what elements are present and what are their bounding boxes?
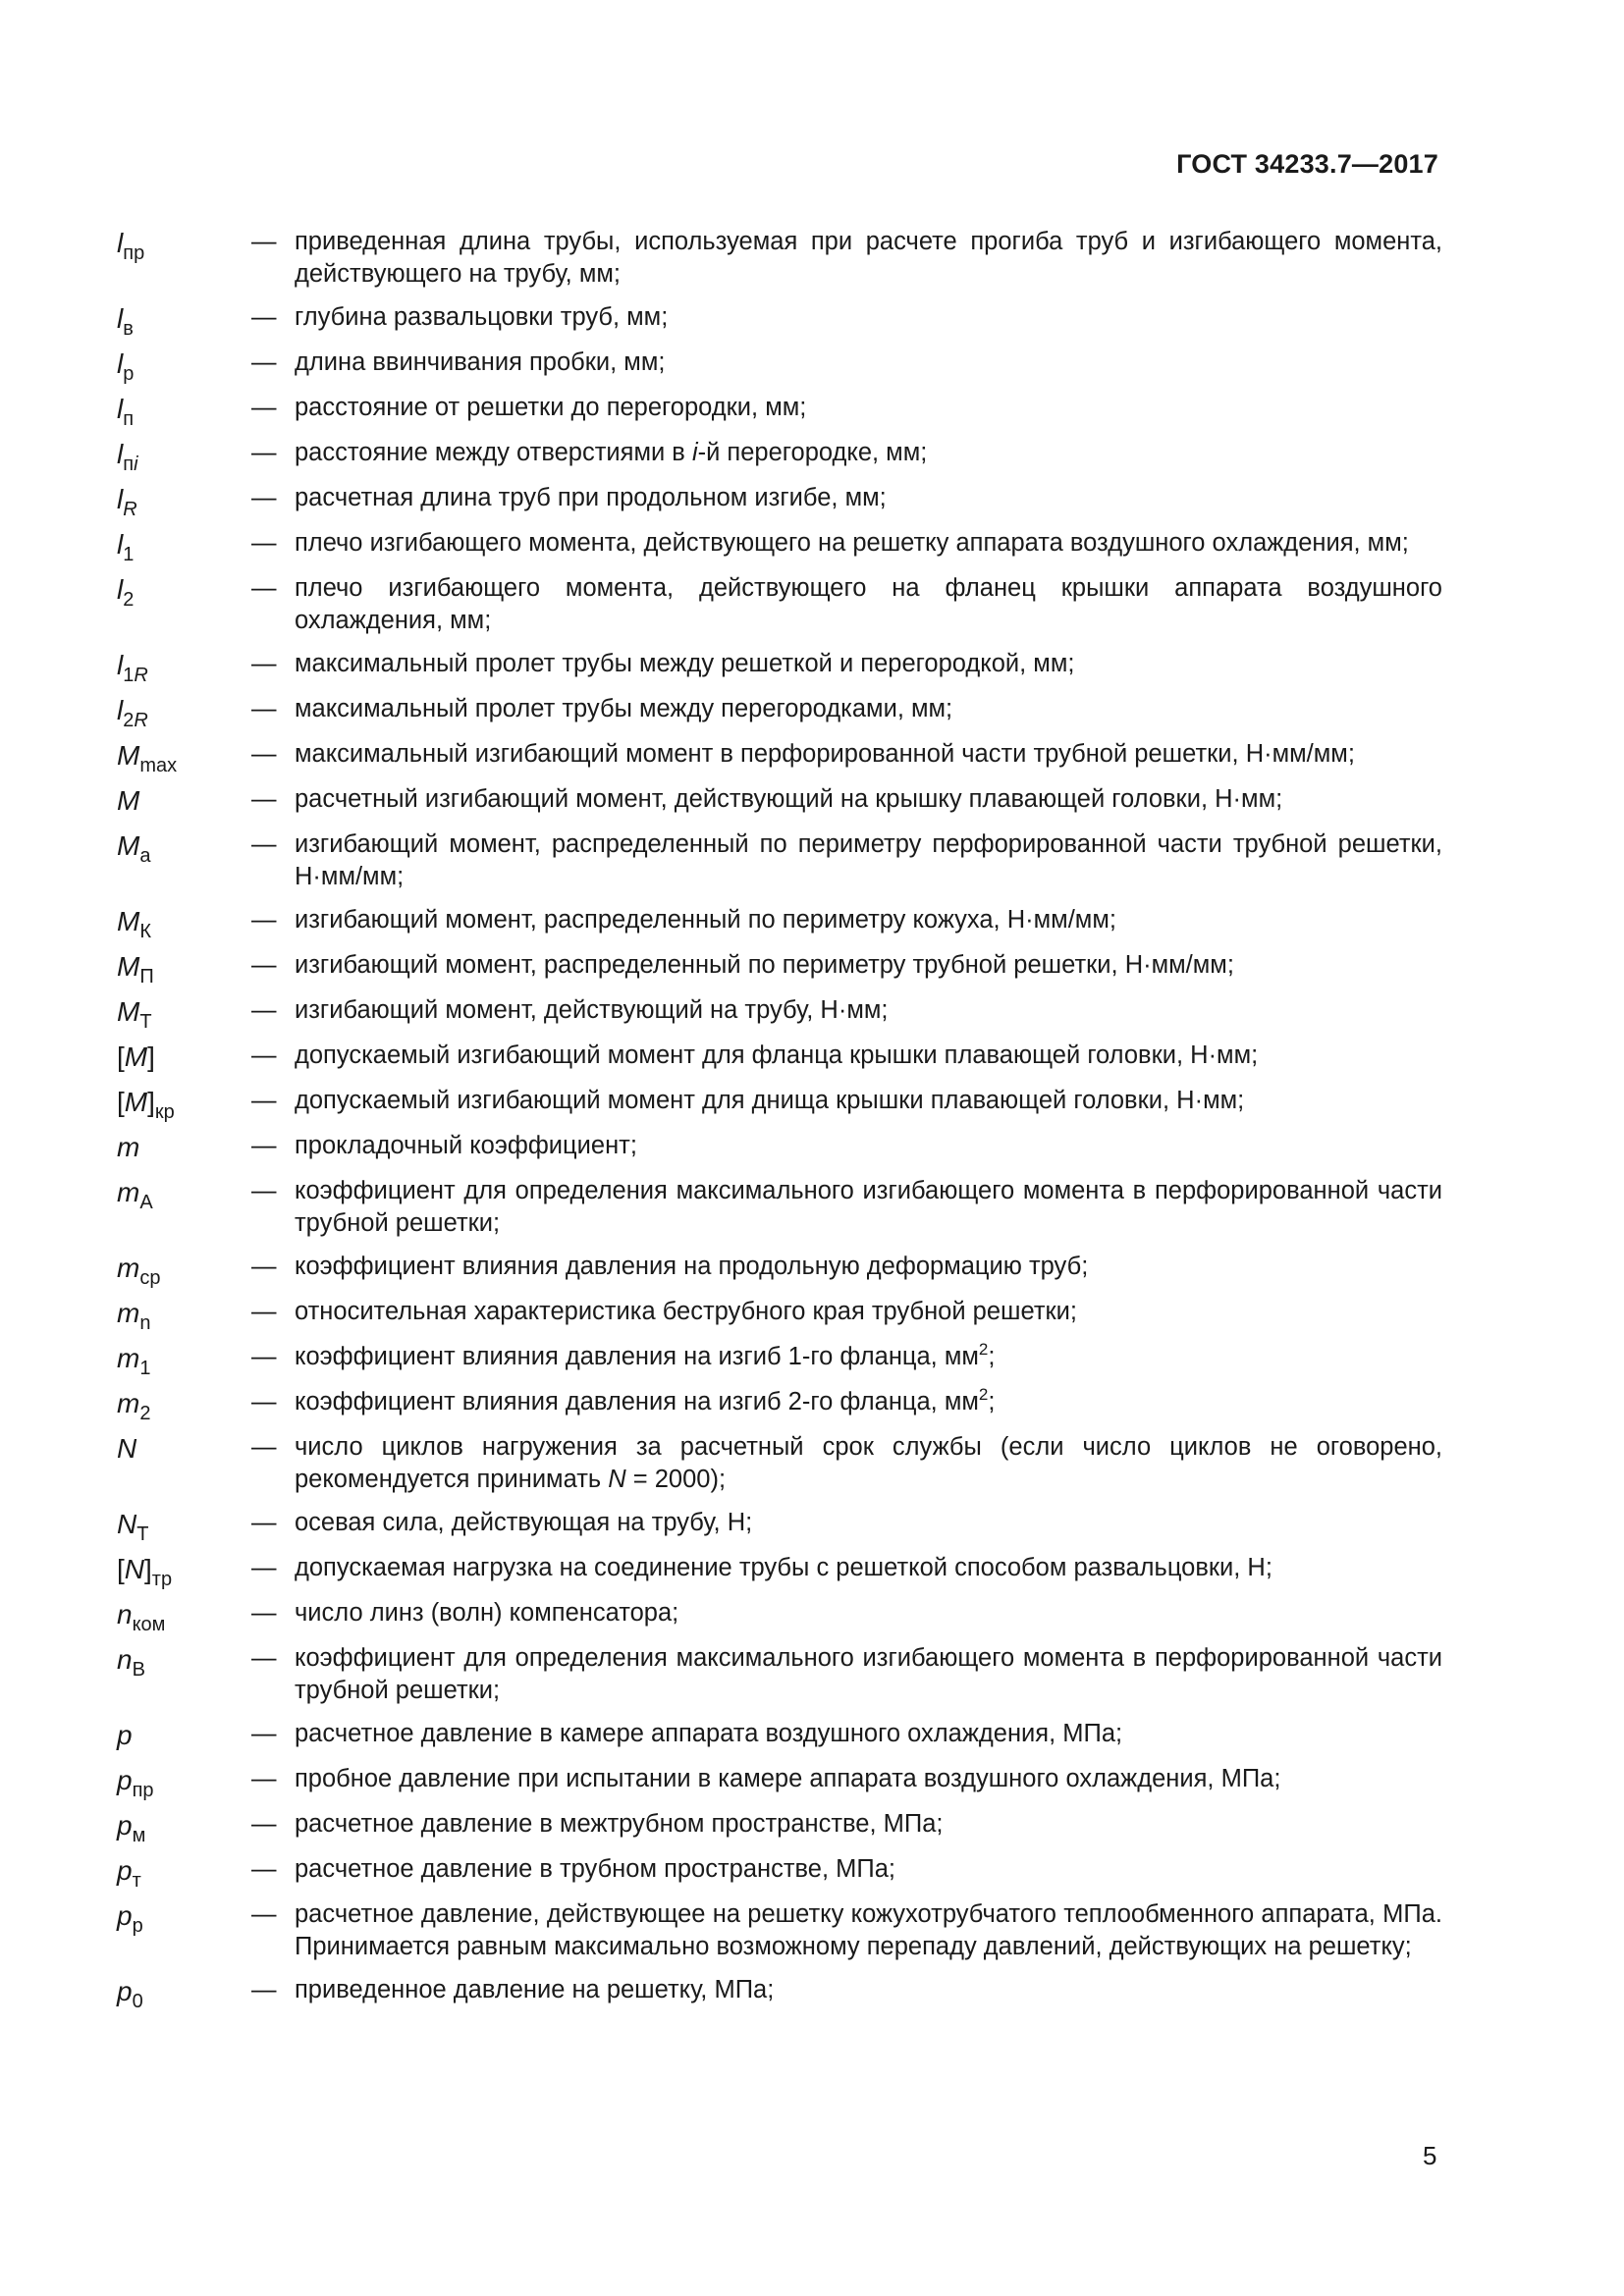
em-dash: —: [251, 695, 277, 722]
symbol-entry: [117, 1040, 1442, 1074]
definition-part: число линз (волн) компенсатора;: [295, 1599, 679, 1627]
symbol: [117, 783, 251, 818]
subscript-text: р: [123, 363, 135, 385]
subscript-italic: R: [134, 710, 148, 731]
definition-text: [295, 572, 1442, 637]
definition-part: максимальный пролет трубы между перегородками, мм;: [295, 695, 953, 722]
symbol-subscript: [133, 1659, 145, 1681]
definition-text: [295, 783, 1442, 816]
em-dash: —: [251, 1433, 277, 1461]
symbol-subscript: [133, 1825, 146, 1846]
symbol: [117, 1552, 251, 1590]
symbol-letter: m: [117, 1343, 140, 1373]
symbol: [117, 1296, 251, 1334]
definition-part: расчетное давление, действующее на решетку кожухотрубчатого теплообменного аппарата, МПа. Принимается равным максимально возможному перепаду давлений, действующих на решетку;: [295, 1900, 1442, 1960]
em-dash: —: [251, 439, 277, 466]
subscript-text: n: [139, 1312, 151, 1334]
em-dash: —: [251, 1087, 277, 1114]
subscript-text: п: [123, 454, 135, 475]
definition-text: [295, 1085, 1442, 1117]
definition-part: коэффициент для определения максимального изгибающего момента в перфорированной части трубной решетки;: [295, 1644, 1442, 1704]
em-dash: —: [251, 1253, 277, 1280]
subscript-text: Т: [139, 1011, 152, 1033]
symbol: [117, 1718, 251, 1752]
subscript-text: 2: [123, 710, 135, 731]
symbol-entry: [117, 904, 1442, 942]
em-dash: —: [251, 1041, 277, 1069]
symbol: [117, 1853, 251, 1892]
document-code-header: ГОСТ 34233.7—2017: [1176, 149, 1438, 179]
symbol: [117, 1431, 251, 1466]
subscript-italic: R: [123, 499, 137, 520]
superscript: 2: [978, 1340, 989, 1359]
symbol: [117, 1974, 251, 2012]
symbol-subscript: [123, 363, 134, 385]
symbol-entry: [117, 226, 1442, 291]
symbol: [117, 1597, 251, 1635]
symbol-letter: p: [117, 1765, 133, 1795]
definition-part: допускаемая нагрузка на соединение трубы с решеткой способом развальцовки, Н;: [295, 1554, 1272, 1581]
definition-part: максимальный изгибающий момент в перфорированной части трубной решетки, Н·мм/мм;: [295, 740, 1355, 768]
subscript-text: 2: [123, 589, 135, 611]
definition-text: [295, 994, 1442, 1027]
symbol-subscript: [123, 408, 134, 430]
symbol: [117, 1386, 251, 1424]
definition-part: глубина развальцовки труб, мм;: [295, 303, 669, 331]
subscript-text: т: [132, 1870, 141, 1892]
symbol: [117, 648, 251, 686]
definition-text: [295, 1296, 1442, 1328]
symbol-subscript: [133, 1991, 143, 2012]
definition-text: [295, 648, 1442, 680]
em-dash: —: [251, 785, 277, 813]
symbol-entry: [117, 1853, 1442, 1892]
symbol-entry: [117, 482, 1442, 520]
symbol-entry: [117, 347, 1442, 385]
symbol-letter: p: [117, 1810, 133, 1841]
definition-part: расчетное давление в камере аппарата воздушного охлаждения, МПа;: [295, 1720, 1123, 1747]
em-dash: —: [251, 1644, 277, 1672]
definition-part: пробное давление при испытании в камере аппарата воздушного охлаждения, МПа;: [295, 1765, 1281, 1792]
definition-text: [295, 392, 1442, 424]
symbol-subscript: [133, 1870, 141, 1892]
symbol-subscript: [136, 1523, 148, 1545]
definition-text: [295, 1597, 1442, 1629]
em-dash: —: [251, 650, 277, 677]
symbol-letter: m: [117, 1298, 140, 1328]
definition-text: [295, 1130, 1442, 1162]
symbol-letter: l: [117, 484, 124, 514]
definition-part: расчетное давление в трубном пространстве, МПа;: [295, 1855, 895, 1883]
symbol-subscript: [155, 1101, 175, 1123]
symbol-entry: [117, 783, 1442, 818]
definition-part: -й перегородке, мм;: [697, 439, 928, 466]
symbol-subscript: [133, 1614, 166, 1635]
em-dash: —: [251, 1132, 277, 1159]
definition-part: изгибающий момент, распределенный по периметру трубной решетки, Н·мм/мм;: [295, 951, 1234, 979]
definition-part: коэффициент влияния давления на изгиб 1-го фланца, мм: [295, 1343, 979, 1370]
symbol-subscript: [123, 242, 144, 264]
definition-part: расчетный изгибающий момент, действующий на крышку плавающей головки, Н·мм;: [295, 785, 1283, 813]
symbol-entry: [117, 301, 1442, 340]
symbol-letter: l: [117, 303, 124, 334]
symbol-bracket-open: [: [117, 1041, 125, 1072]
em-dash: —: [251, 1720, 277, 1747]
symbol-subscript: [123, 499, 136, 520]
definition-text: [295, 1431, 1442, 1496]
symbol-letter: n: [117, 1599, 133, 1629]
symbol-entry: [117, 738, 1442, 776]
definition-part: длина ввинчивания пробки, мм;: [295, 348, 666, 376]
symbol-entry: [117, 437, 1442, 475]
symbol: [117, 1040, 251, 1074]
symbol: [117, 1763, 251, 1801]
definition-part: расчетная длина труб при продольном изгибе, мм;: [295, 484, 887, 511]
subscript-italic: i: [134, 454, 138, 475]
symbol-entry: [117, 572, 1442, 637]
symbol-bracket-close: ]: [147, 1041, 155, 1072]
definition-part: изгибающий момент, распределенный по периметру кожуха, Н·мм/мм;: [295, 906, 1116, 934]
subscript-text: 2: [139, 1403, 151, 1424]
symbol-entry: [117, 1552, 1442, 1590]
symbol-entry: [117, 1340, 1442, 1379]
symbol: [117, 1642, 251, 1681]
symbol: [117, 1808, 251, 1846]
definition-part: плечо изгибающего момента, действующего на решетку аппарата воздушного охлаждения, мм;: [295, 529, 1409, 557]
symbol-subscript: [139, 1267, 160, 1289]
subscript-text: п: [123, 408, 135, 430]
symbol: [117, 738, 251, 776]
symbol: [117, 572, 251, 611]
definition-italic: i: [691, 439, 698, 466]
definition-text: [295, 301, 1442, 334]
subscript-text: max: [139, 755, 178, 776]
definition-italic: N: [608, 1466, 626, 1493]
symbol-entry: [117, 1385, 1442, 1424]
symbol-entry: [117, 1296, 1442, 1334]
symbol-letter: M: [117, 740, 140, 771]
symbol-subscript: [139, 1192, 152, 1213]
symbol-subscript: [139, 1403, 150, 1424]
definition-part: коэффициент для определения максимального изгибающего момента в перфорированной части трубной решетки;: [295, 1177, 1442, 1237]
symbol-bracket-close: ]: [147, 1087, 155, 1117]
definition-part: коэффициент влияния давления на изгиб 2-го фланца, мм: [295, 1388, 979, 1415]
subscript-text: тр: [151, 1569, 173, 1590]
em-dash: —: [251, 996, 277, 1024]
em-dash: —: [251, 1976, 277, 2003]
symbol-letter: l: [117, 695, 124, 725]
symbol: [117, 828, 251, 867]
subscript-italic: R: [134, 665, 148, 686]
subscript-text: 0: [132, 1991, 143, 2012]
symbol-entry: [117, 1974, 1442, 2012]
subscript-text: 1: [123, 544, 135, 565]
symbol-subscript: [139, 966, 153, 988]
definition-text: [295, 1718, 1442, 1750]
symbol-subscript: [139, 1358, 150, 1379]
definition-part: приведенное давление на решетку, МПа;: [295, 1976, 775, 2003]
symbol: [117, 693, 251, 731]
em-dash: —: [251, 906, 277, 934]
symbol-subscript: [139, 845, 150, 867]
em-dash: —: [251, 484, 277, 511]
symbol: [117, 1251, 251, 1289]
definition-text: [295, 1175, 1442, 1240]
symbol-letter: n: [117, 1644, 133, 1675]
definition-part: прокладочный коэффициент;: [295, 1132, 637, 1159]
symbol-entry: [117, 1085, 1442, 1123]
symbol-subscript: [123, 710, 148, 731]
symbol-subscript: [123, 665, 148, 686]
symbol: [117, 226, 251, 264]
symbol-letter: N: [124, 1554, 145, 1584]
definition-part: расчетное давление в межтрубном пространстве, МПа;: [295, 1810, 944, 1838]
em-dash: —: [251, 1554, 277, 1581]
subscript-text: кр: [154, 1101, 175, 1123]
subscript-text: a: [139, 845, 151, 867]
definition-tail: ;: [988, 1388, 996, 1415]
em-dash: —: [251, 951, 277, 979]
symbol-letter: m: [117, 1388, 140, 1418]
definition-text: [295, 482, 1442, 514]
subscript-text: Т: [136, 1523, 149, 1545]
symbol-subscript: [152, 1569, 172, 1590]
definition-text: [295, 738, 1442, 771]
em-dash: —: [251, 1343, 277, 1370]
symbol-subscript: [139, 1312, 150, 1334]
symbol: [117, 1341, 251, 1379]
symbol-letter: m: [117, 1132, 140, 1162]
em-dash: —: [251, 228, 277, 255]
definition-text: [295, 1386, 1442, 1418]
symbol-subscript: [123, 318, 134, 340]
definition-text: [295, 1341, 1442, 1373]
symbol-subscript: [139, 921, 151, 942]
symbol: [117, 1175, 251, 1213]
symbol-letter: l: [117, 439, 124, 469]
definition-text: [295, 1808, 1442, 1841]
symbol-entry: [117, 1597, 1442, 1635]
definition-text: [295, 1974, 1442, 2006]
symbol-entry: [117, 1507, 1442, 1545]
symbol-letter: p: [117, 1976, 133, 2006]
em-dash: —: [251, 1177, 277, 1204]
subscript-text: ком: [132, 1614, 166, 1635]
definition-part: осевая сила, действующая на трубу, Н;: [295, 1509, 753, 1536]
definition-text: [295, 437, 1442, 469]
symbol-entry: [117, 392, 1442, 430]
subscript-text: р: [132, 1915, 143, 1937]
symbol-entry: [117, 1251, 1442, 1289]
definition-part: допускаемый изгибающий момент для фланца крышки плавающей головки, Н·мм;: [295, 1041, 1259, 1069]
symbol-letter: m: [117, 1253, 140, 1283]
symbol-entry: [117, 1718, 1442, 1752]
definition-text: [295, 949, 1442, 982]
symbol-entry: [117, 949, 1442, 988]
subscript-text: 1: [123, 665, 135, 686]
symbol-letter: l: [117, 228, 124, 258]
subscript-text: А: [139, 1192, 153, 1213]
definition-text: [295, 1251, 1442, 1283]
symbol-letter: M: [117, 996, 140, 1027]
symbol: [117, 437, 251, 475]
symbol-entry: [117, 1763, 1442, 1801]
definition-part: допускаемый изгибающий момент для днища крышки плавающей головки, Н·мм;: [295, 1087, 1245, 1114]
symbol-entry: [117, 994, 1442, 1033]
superscript: 2: [978, 1385, 989, 1404]
symbol-entry: [117, 1431, 1442, 1496]
symbol: [117, 1085, 251, 1123]
symbol-letter: M: [124, 1041, 148, 1072]
symbol: [117, 904, 251, 942]
symbol: [117, 347, 251, 385]
em-dash: —: [251, 1900, 277, 1928]
symbol: [117, 527, 251, 565]
definition-part: изгибающий момент, действующий на трубу, Н·мм;: [295, 996, 889, 1024]
symbol-entry: [117, 693, 1442, 731]
em-dash: —: [251, 529, 277, 557]
symbol-letter: l: [117, 529, 124, 560]
subscript-text: м: [132, 1825, 146, 1846]
symbol-letter: l: [117, 348, 124, 379]
em-dash: —: [251, 1388, 277, 1415]
definition-part: коэффициент влияния давления на продольную деформацию труб;: [295, 1253, 1089, 1280]
symbol-letter: N: [117, 1433, 137, 1464]
definition-text: [295, 1763, 1442, 1795]
subscript-text: пр: [132, 1780, 154, 1801]
symbol-entry: [117, 527, 1442, 565]
symbol: [117, 392, 251, 430]
symbol-letter: M: [117, 785, 140, 816]
symbol-letter: M: [124, 1087, 148, 1117]
definition-part: число циклов нагружения за расчетный срок службы (если число циклов не оговорено, рекомендуется принимать: [295, 1433, 1442, 1493]
page-number: 5: [1423, 2141, 1437, 2170]
definition-text: [295, 1040, 1442, 1072]
definition-part: изгибающий момент, распределенный по периметру перфорированной части трубной решетки, Н·мм/мм;: [295, 830, 1442, 890]
subscript-text: К: [139, 921, 151, 942]
subscript-text: пр: [123, 242, 145, 264]
symbol: [117, 949, 251, 988]
definition-part: максимальный пролет трубы между решеткой и перегородкой, мм;: [295, 650, 1075, 677]
em-dash: —: [251, 1509, 277, 1536]
definition-text: [295, 1642, 1442, 1707]
definition-text: [295, 1552, 1442, 1584]
symbol: [117, 1130, 251, 1164]
definition-part: относительная характеристика беструбного края трубной решетки;: [295, 1298, 1077, 1325]
em-dash: —: [251, 1599, 277, 1627]
em-dash: —: [251, 1810, 277, 1838]
definition-part: расстояние от решетки до перегородки, мм;: [295, 394, 807, 421]
symbol: [117, 994, 251, 1033]
definition-part: приведенная длина трубы, используемая при расчете прогиба труб и изгибающего момента, действующего на трубу, мм;: [295, 228, 1442, 288]
symbol-subscript: [133, 1780, 154, 1801]
symbol-subscript: [123, 544, 134, 565]
definition-tail: ;: [988, 1343, 996, 1370]
symbol-letter: l: [117, 394, 124, 424]
symbol-definition-list: [117, 226, 1442, 2019]
symbol-letter: p: [117, 1900, 133, 1931]
symbol-letter: p: [117, 1855, 133, 1886]
em-dash: —: [251, 830, 277, 858]
em-dash: —: [251, 1855, 277, 1883]
symbol: [117, 1507, 251, 1545]
symbol-entry: [117, 648, 1442, 686]
symbol-letter: m: [117, 1177, 140, 1207]
em-dash: —: [251, 303, 277, 331]
symbol: [117, 482, 251, 520]
subscript-text: ср: [139, 1267, 161, 1289]
symbol-entry: [117, 1642, 1442, 1707]
symbol-letter: M: [117, 906, 140, 936]
em-dash: —: [251, 574, 277, 602]
definition-text: [295, 1898, 1442, 1963]
definition-text: [295, 828, 1442, 893]
subscript-text: в: [123, 318, 134, 340]
symbol: [117, 301, 251, 340]
definition-text: [295, 226, 1442, 291]
symbol-bracket-open: [: [117, 1554, 125, 1584]
subscript-text: П: [139, 966, 154, 988]
symbol-entry: [117, 1175, 1442, 1240]
definition-text: [295, 1853, 1442, 1886]
symbol-entry: [117, 828, 1442, 893]
symbol-letter: l: [117, 574, 124, 605]
symbol-subscript: [123, 454, 137, 475]
em-dash: —: [251, 740, 277, 768]
em-dash: —: [251, 1765, 277, 1792]
symbol-bracket-close: ]: [144, 1554, 152, 1584]
symbol-bracket-open: [: [117, 1087, 125, 1117]
symbol-letter: N: [117, 1509, 137, 1539]
symbol-entry: [117, 1898, 1442, 1963]
definition-part: расстояние между отверстиями в: [295, 439, 692, 466]
definition-text: [295, 347, 1442, 379]
symbol-subscript: [123, 589, 134, 611]
symbol-letter: M: [117, 830, 140, 861]
em-dash: —: [251, 394, 277, 421]
symbol-entry: [117, 1130, 1442, 1164]
definition-part: = 2000);: [625, 1466, 727, 1493]
symbol-entry: [117, 1808, 1442, 1846]
definition-part: плечо изгибающего момента, действующего на фланец крышки аппарата воздушного охлаждения, мм;: [295, 574, 1442, 634]
symbol-subscript: [133, 1915, 143, 1937]
definition-text: [295, 527, 1442, 560]
subscript-text: В: [132, 1659, 145, 1681]
symbol-subscript: [139, 1011, 151, 1033]
subscript-text: 1: [139, 1358, 151, 1379]
symbol: [117, 1898, 251, 1937]
definition-text: [295, 1507, 1442, 1539]
symbol-letter: l: [117, 650, 124, 680]
definition-text: [295, 693, 1442, 725]
definition-text: [295, 904, 1442, 936]
em-dash: —: [251, 1298, 277, 1325]
symbol-letter: p: [117, 1720, 133, 1750]
em-dash: —: [251, 348, 277, 376]
symbol-letter: M: [117, 951, 140, 982]
symbol-subscript: [139, 755, 177, 776]
